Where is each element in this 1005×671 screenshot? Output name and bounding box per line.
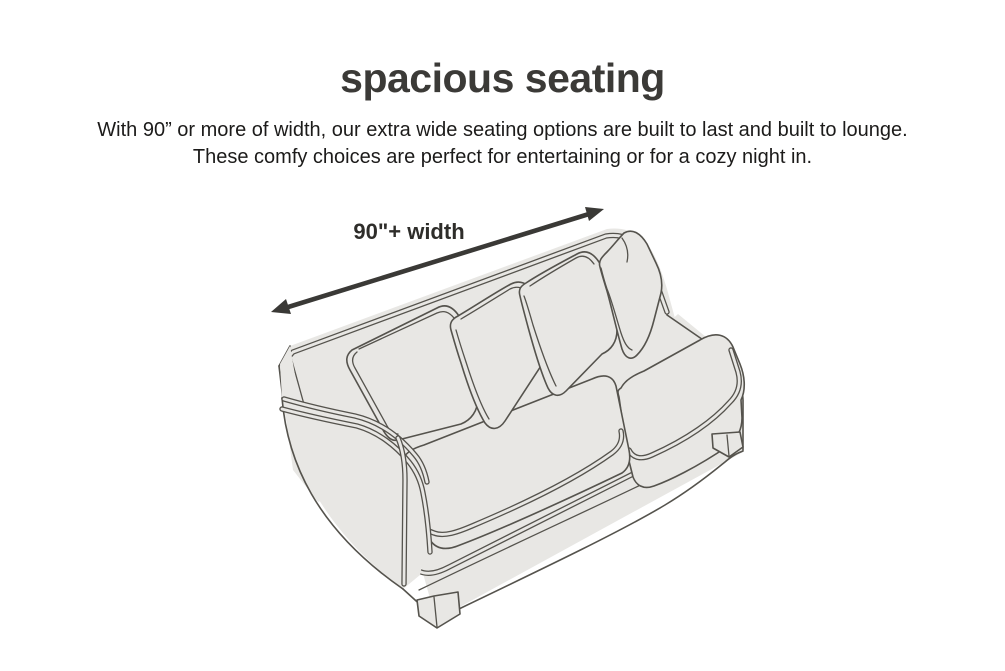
arrowhead-right-icon	[585, 207, 604, 221]
width-arrow-label: 90"+ width	[353, 219, 465, 244]
description-line-1: With 90” or more of width, our extra wide seating options are built to last and built to lounge.	[97, 119, 908, 141]
description-line-2: These comfy choices are perfect for entertaining or for a cozy night in.	[192, 146, 813, 168]
leg-front-left-body	[417, 592, 460, 628]
arrowhead-left-icon	[271, 299, 291, 314]
page-title: spacious seating	[340, 55, 665, 101]
leg-front-left	[417, 592, 460, 628]
